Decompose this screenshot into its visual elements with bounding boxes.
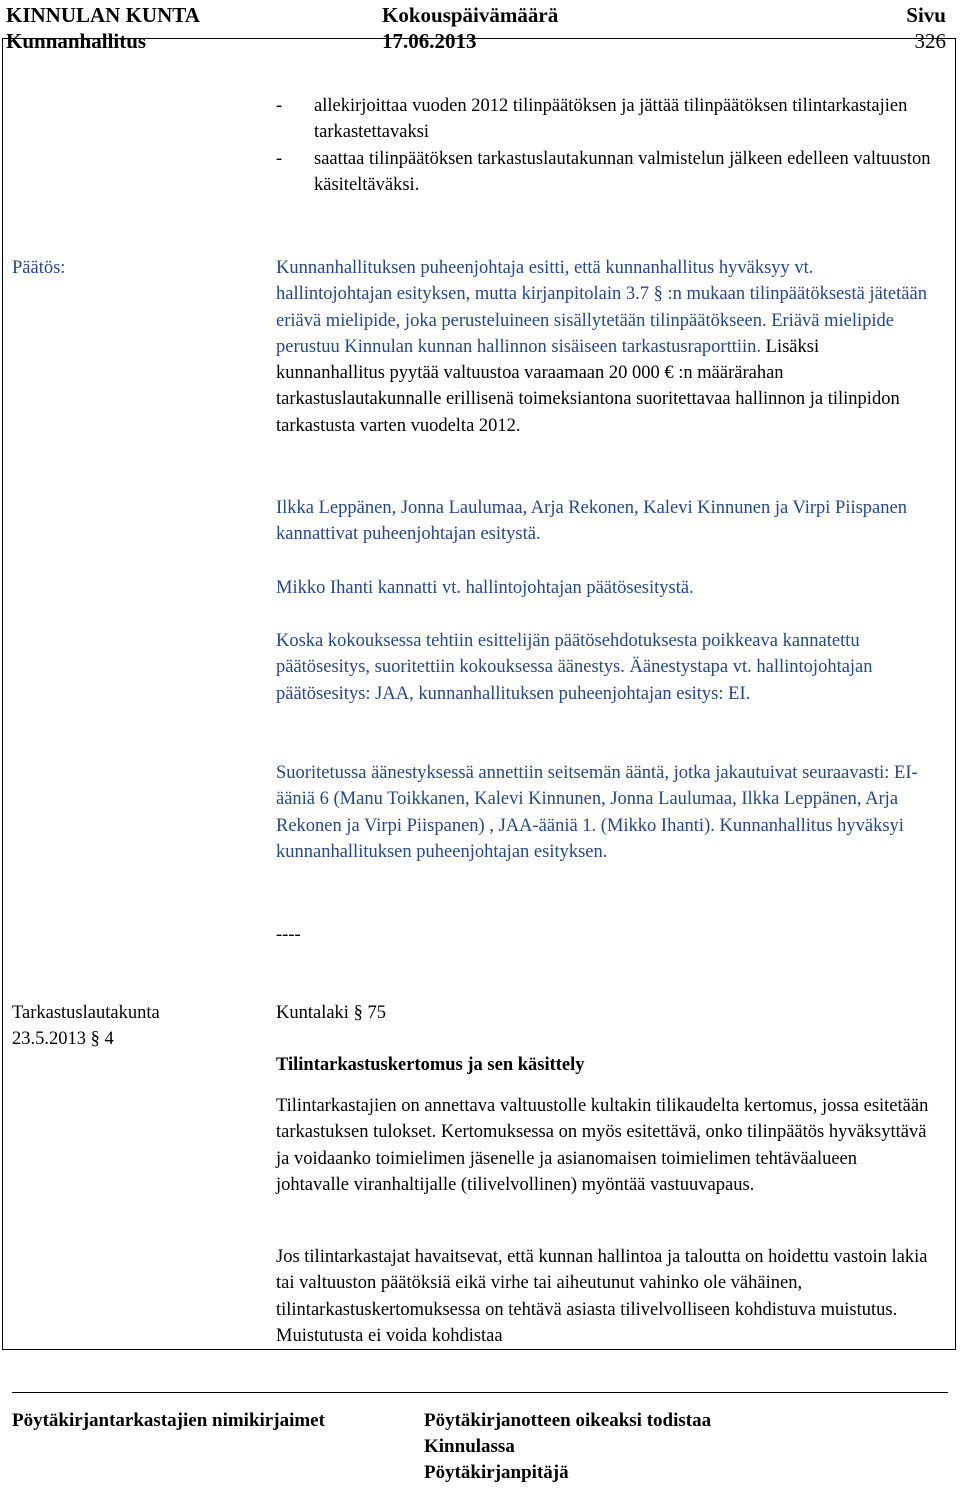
page-label: Sivu [906, 3, 946, 27]
footer-place: Kinnulassa [424, 1436, 515, 1457]
audit-remark-paragraph: Jos tilintarkastajat havaitsevat, että kunnan hallintoa ja taloutta on hoidettu vastoin lakia tai valtuuston päätöksiä eikä virhe tai aiheutunut vahinko ole vähäinen, tilintarkastuskertomuksessa on tehtävä asiasta tilivelvolliseen kohdistuva muistutus. Muistutusta ei voida kohdistaa [276, 1247, 928, 1346]
page-number: 326 [914, 29, 946, 53]
list-item [276, 93, 936, 146]
decision-paragraph [276, 255, 930, 439]
list-item-text: saattaa tilinpäätöksen tarkastuslautakunnan valmistelun jälkeen edelleen valtuuston käsiteltäväksi. [314, 148, 931, 195]
list-dash: - [276, 148, 283, 169]
list-dash: - [276, 96, 283, 116]
date-label: Kokouspäivämäärä [382, 3, 559, 27]
supporters-paragraph: Ilkka Leppänen, Jonna Laulumaa, Arja Rekonen, Kalevi Kinnunen ja Virpi Piispanen kannattivat puheenjohtajan esitystä. [276, 498, 907, 545]
body-name: Kunnanhallitus [6, 29, 147, 53]
section-title: Tilintarkastuskertomus ja sen käsittely [276, 1055, 585, 1075]
footer-initials-label: Pöytäkirjantarkastajien nimikirjaimet [12, 1410, 325, 1431]
audit-report-paragraph: Tilintarkastajien on annettava valtuustolle kultakin tilikaudelta kertomus, jossa esitetään tarkastuksen tulokset. Kertomuksessa on myös esitettävä, onko tilinpäätös hyväksyttävä ja voidaanko toimielimen jäsenelle ja asianomaisen toimielimen tehtäväalueen johtavalle viranhaltijalle (tilivelvollinen) myöntää vastuuvapaus. [276, 1096, 929, 1195]
list-item-text: allekirjoittaa vuoden 2012 tilinpäätöksen ja jättää tilinpäätöksen tilintarkastajien tarkastettavaksi [314, 96, 908, 143]
list-item [276, 146, 936, 199]
decision-label: Päätös: [12, 258, 66, 278]
committee-name: Tarkastuslautakunta [12, 1003, 160, 1023]
decision-proposal-text: Kunnanhallituksen puheenjohtaja esitti, että kunnanhallitus hyväksyy vt. hallintojohtajan esityksen, mutta kirjanpitolain 3.7 § :n mukaan tilinpäätöksestä jätetään eriävä mielipide, joka perusteluineen sisällytetään tilinpäätökseen. Eriävä mielipide perustuu Kinnulan kunnan hallinnon sisäiseen tarkastusraporttiin. [276, 258, 927, 357]
committee-reference: 23.5.2013 § 4 [12, 1029, 114, 1049]
footer-certify-label: Pöytäkirjanotteen oikeaksi todistaa [424, 1410, 712, 1431]
org-name: KINNULAN KUNTA [6, 3, 200, 27]
decision-budget-text: Lisäksi kunnanhallitus pyytää valtuustoa varaamaan 20 000 € :n määrärahan tarkastuslautakunnalle erillisenä toimeksiantona suoritettavaa hallinnon ja tilinpidon tarkastusta varten vuodelta 2012. [276, 336, 900, 436]
footer-secretary: Pöytäkirjanpitäjä [424, 1462, 569, 1483]
law-reference: Kuntalaki § 75 [276, 1003, 386, 1023]
vote-result-paragraph: Suoritetussa äänestyksessä annettiin seitsemän ääntä, jotka jakautuivat seuraavasti: EI-ääniä 6 (Manu Toikkanen, Kalevi Kinnunen, Jonna Laulumaa, Ilkka Leppänen, Arja Rekonen ja Virpi Piispanen) , JAA-ääniä 1. (Mikko Ihanti). Kunnanhallitus hyväksyi kunnanhallituksen puheenjohtajan esityksen. [276, 763, 918, 862]
meeting-date: 17.06.2013 [382, 29, 477, 53]
support-paragraph: Mikko Ihanti kannatti vt. hallintojohtajan päätösesitystä. [276, 578, 694, 598]
vote-procedure-paragraph: Koska kokouksessa tehtiin esittelijän päätösehdotuksesta poikkeava kannatettu päätösesitys, suoritettiin kokouksessa äänestys. Äänestystapa vt. hallintojohtajan päätösesitys: JAA, kunnanhallituksen puheenjohtajan esitys: EI. [276, 631, 873, 704]
footer-divider [12, 1392, 948, 1393]
intro-list [276, 93, 936, 198]
section-separator: ---- [276, 925, 301, 945]
